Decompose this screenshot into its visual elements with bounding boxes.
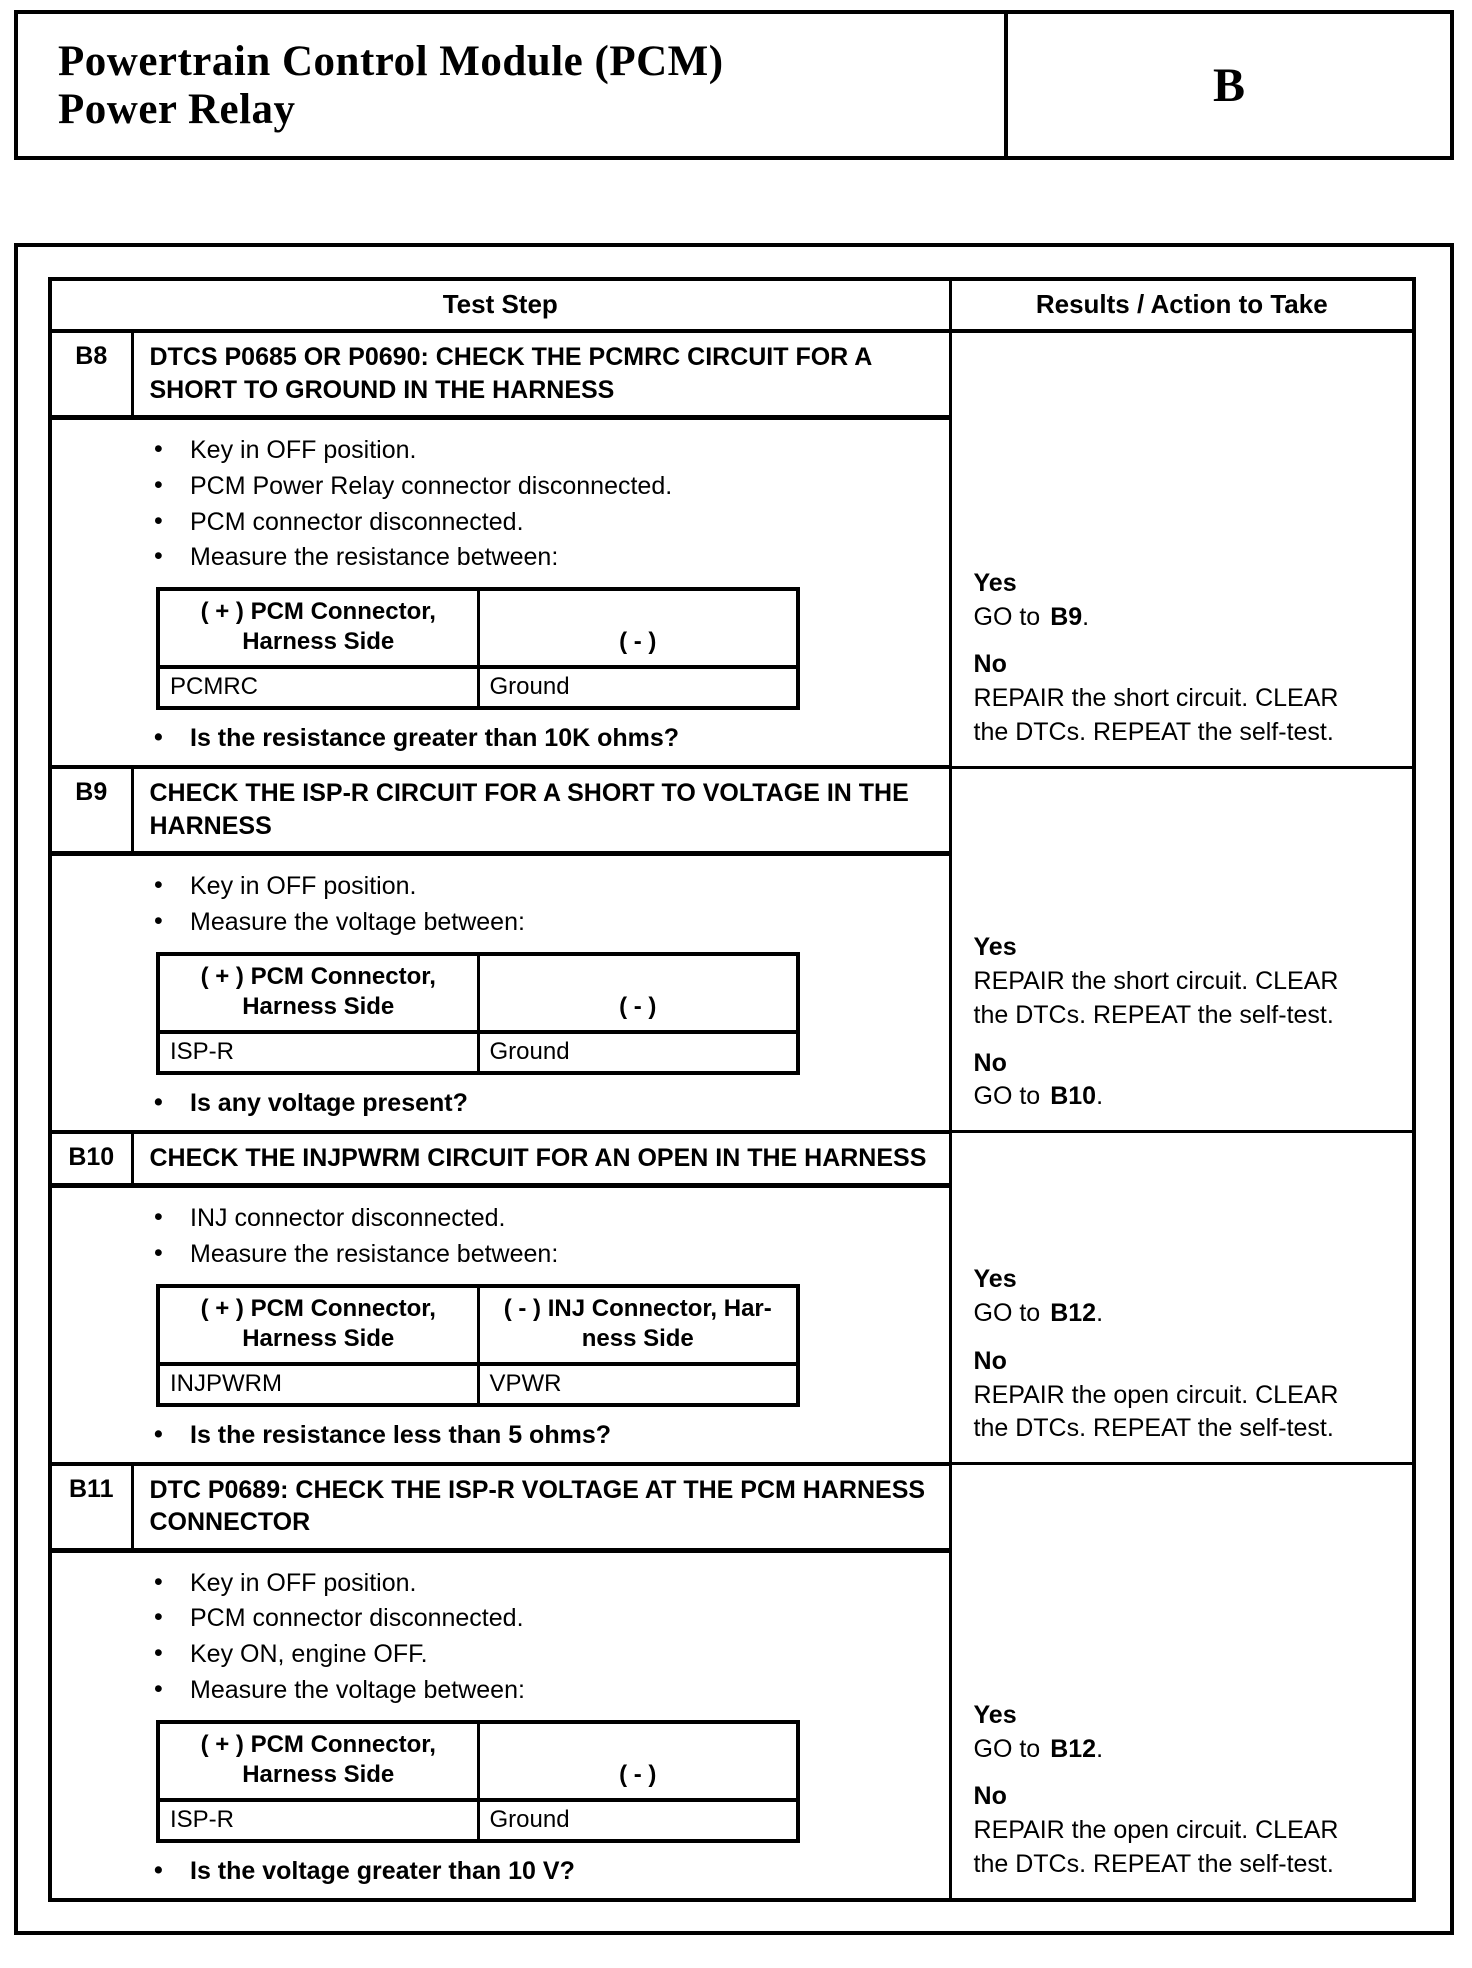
measure-neg-value: Ground xyxy=(478,1800,798,1841)
action-goto: B12 xyxy=(1050,1299,1097,1327)
action-text: REPAIR the open circuit. CLEAR the DTCs. REPEAT the self-test. xyxy=(973,1816,1339,1878)
bullet-text: PCM Power Relay connector disconnected. xyxy=(190,471,673,500)
measure-value-row xyxy=(158,667,798,708)
question-text: Is the voltage greater than 10 V? xyxy=(190,1856,575,1885)
outcome-action xyxy=(974,682,1405,750)
step-results xyxy=(950,767,1414,1132)
measure-pos-header: ( + ) PCM Connector, Harness Side xyxy=(158,954,478,1032)
bullet-item xyxy=(154,1674,949,1708)
action-post: . xyxy=(1096,1299,1104,1327)
bullet-text: Measure the resistance between: xyxy=(190,543,559,572)
outcome-block xyxy=(974,1263,1405,1331)
action-goto: B10 xyxy=(1050,1082,1097,1111)
measure-header-row xyxy=(158,589,798,667)
measure-neg-value: Ground xyxy=(478,1032,798,1073)
action-text: GO to xyxy=(973,602,1041,631)
bullet-text: PCM connector disconnected. xyxy=(190,507,524,536)
measure-value-row xyxy=(158,1800,798,1841)
action-text: GO to xyxy=(973,1082,1041,1111)
measure-table xyxy=(156,952,800,1075)
measure-value-row xyxy=(158,1032,798,1073)
step-body xyxy=(50,1186,950,1464)
step-id: B10 xyxy=(50,1132,132,1186)
bullet-item xyxy=(154,506,949,540)
page-title-line-1: Powertrain Control Module (PCM) xyxy=(58,38,724,85)
outcome-action xyxy=(974,1379,1405,1447)
bullet-text: Key ON, engine OFF. xyxy=(190,1640,428,1668)
measure-pos-header: ( + ) PCM Connector, Harness Side xyxy=(158,1722,478,1800)
measure-neg-header: ( - ) xyxy=(478,1722,798,1800)
step-body xyxy=(50,854,950,1132)
bullet-text: Measure the voltage between: xyxy=(190,1675,525,1704)
measure-neg-header: ( - ) INJ Connector, Har- ness Side xyxy=(478,1286,798,1364)
outcome-block xyxy=(974,1780,1405,1881)
measure-pos-header: ( + ) PCM Connector, Harness Side xyxy=(158,589,478,667)
step-id: B8 xyxy=(50,331,132,418)
step-body xyxy=(50,418,950,768)
measure-table xyxy=(156,587,800,710)
action-post: . xyxy=(1096,1734,1104,1763)
section-letter-cell xyxy=(1004,14,1450,156)
table-header-row xyxy=(50,279,1414,331)
measure-table xyxy=(156,1720,800,1843)
bullet-item xyxy=(154,1602,949,1636)
measure-neg-header: ( - ) xyxy=(478,954,798,1032)
action-text: REPAIR the short circuit. CLEAR the DTCs. REPEAT the self-test. xyxy=(973,967,1339,1029)
action-post: . xyxy=(1082,602,1090,631)
outcome-action xyxy=(974,1733,1405,1767)
header-box xyxy=(14,10,1454,160)
action-text: GO to xyxy=(973,1299,1041,1327)
measure-table xyxy=(156,1284,800,1407)
step-title: CHECK THE ISP-R CIRCUIT FOR A SHORT TO VOLTAGE IN THE HARNESS xyxy=(132,767,950,854)
bullet-item xyxy=(154,434,949,468)
measure-value-row xyxy=(158,1364,798,1405)
bullet-text: Measure the voltage between: xyxy=(190,907,525,936)
outcome-action xyxy=(974,1297,1405,1331)
measure-neg-value: Ground xyxy=(478,667,798,708)
step-question xyxy=(154,1857,949,1886)
step-title: DTCS P0685 OR P0690: CHECK THE PCMRC CIRCUIT FOR A SHORT TO GROUND IN THE HARNESS xyxy=(132,331,950,418)
outcome-action xyxy=(974,1814,1405,1882)
bullet-text: INJ connector disconnected. xyxy=(190,1204,506,1232)
step-question xyxy=(154,724,949,753)
outcome-block xyxy=(974,1047,1405,1115)
outcome-label: No xyxy=(973,1782,1007,1811)
measure-header-row xyxy=(158,1286,798,1364)
bullet-item xyxy=(154,470,949,504)
measure-pos-header: ( + ) PCM Connector, Harness Side xyxy=(158,1286,478,1364)
outcome-label: Yes xyxy=(973,1265,1017,1294)
measure-neg-value: VPWR xyxy=(478,1364,798,1405)
question-text: Is any voltage present? xyxy=(190,1088,468,1117)
outcome-block xyxy=(974,1345,1405,1446)
outcome-label: Yes xyxy=(973,933,1017,962)
measure-pos-value: INJPWRM xyxy=(158,1364,478,1405)
header-title-cell xyxy=(18,14,1004,156)
step-title: DTC P0689: CHECK THE ISP-R VOLTAGE AT THE PCM HARNESS CONNECTOR xyxy=(132,1464,950,1551)
step-title: CHECK THE INJPWRM CIRCUIT FOR AN OPEN IN THE HARNESS xyxy=(132,1132,950,1186)
action-post: . xyxy=(1096,1082,1104,1111)
measure-pos-value: ISP-R xyxy=(158,1800,478,1841)
bullet-item xyxy=(154,1567,949,1601)
section-letter: B xyxy=(1212,58,1245,112)
step-id: B11 xyxy=(50,1464,132,1551)
measure-pos-value: PCMRC xyxy=(158,667,478,708)
outcome-block xyxy=(974,567,1405,635)
measure-header-row xyxy=(158,954,798,1032)
step-question xyxy=(154,1089,949,1118)
main-box xyxy=(14,243,1454,1935)
bullet-list xyxy=(52,434,949,575)
measure-pos-value: ISP-R xyxy=(158,1032,478,1073)
bullet-text: Key in OFF position. xyxy=(190,1568,417,1597)
question-text: Is the resistance greater than 10K ohms? xyxy=(190,724,680,752)
bullet-item xyxy=(154,541,949,575)
bullet-text: PCM connector disconnected. xyxy=(190,1604,524,1633)
bullet-list xyxy=(52,870,949,940)
step-b8-head-row xyxy=(50,331,1414,418)
action-text: REPAIR the open circuit. CLEAR the DTCs. REPEAT the self-test. xyxy=(973,1380,1339,1443)
bullet-item xyxy=(154,1202,949,1236)
bullet-item xyxy=(154,1638,949,1672)
step-results xyxy=(950,1132,1414,1464)
test-step-column-header: Test Step xyxy=(50,279,950,331)
step-results xyxy=(950,1464,1414,1900)
outcome-label: No xyxy=(973,650,1007,679)
step-b10-head-row xyxy=(50,1132,1414,1186)
measure-header-row xyxy=(158,1722,798,1800)
step-id: B9 xyxy=(50,767,132,854)
outcome-action xyxy=(974,965,1405,1033)
test-table xyxy=(48,277,1416,1902)
action-goto: B12 xyxy=(1050,1734,1097,1763)
outcome-label: No xyxy=(973,1048,1007,1077)
bullet-item xyxy=(154,1238,949,1272)
outcome-label: No xyxy=(973,1346,1007,1375)
page-title-line-2: Power Relay xyxy=(58,86,296,134)
bullet-text: Measure the resistance between: xyxy=(190,1239,559,1268)
bullet-text: Key in OFF position. xyxy=(190,872,417,900)
outcome-action xyxy=(974,1080,1405,1114)
bullet-list xyxy=(52,1567,949,1708)
step-body xyxy=(50,1550,950,1900)
outcome-block xyxy=(974,931,1405,1032)
question-text: Is the resistance less than 5 ohms? xyxy=(190,1420,611,1449)
outcome-block xyxy=(974,1699,1405,1767)
step-results xyxy=(950,331,1414,767)
step-b11-head-row xyxy=(50,1464,1414,1551)
measure-neg-header: ( - ) xyxy=(478,589,798,667)
step-question xyxy=(154,1421,949,1450)
action-text: REPAIR the short circuit. CLEAR the DTCs. REPEAT the self-test. xyxy=(973,684,1339,746)
action-text: GO to xyxy=(973,1734,1041,1763)
outcome-label: Yes xyxy=(973,1700,1017,1729)
bullet-item xyxy=(154,906,949,940)
bullet-text: Key in OFF position. xyxy=(190,436,417,464)
outcome-action xyxy=(974,601,1405,635)
page-title xyxy=(58,38,1004,134)
results-column-header: Results / Action to Take xyxy=(950,279,1414,331)
step-b9-head-row xyxy=(50,767,1414,854)
bullet-item xyxy=(154,870,949,904)
outcome-label: Yes xyxy=(973,568,1017,597)
outcome-block xyxy=(974,648,1405,749)
bullet-list xyxy=(52,1202,949,1272)
action-goto: B9 xyxy=(1050,602,1083,631)
